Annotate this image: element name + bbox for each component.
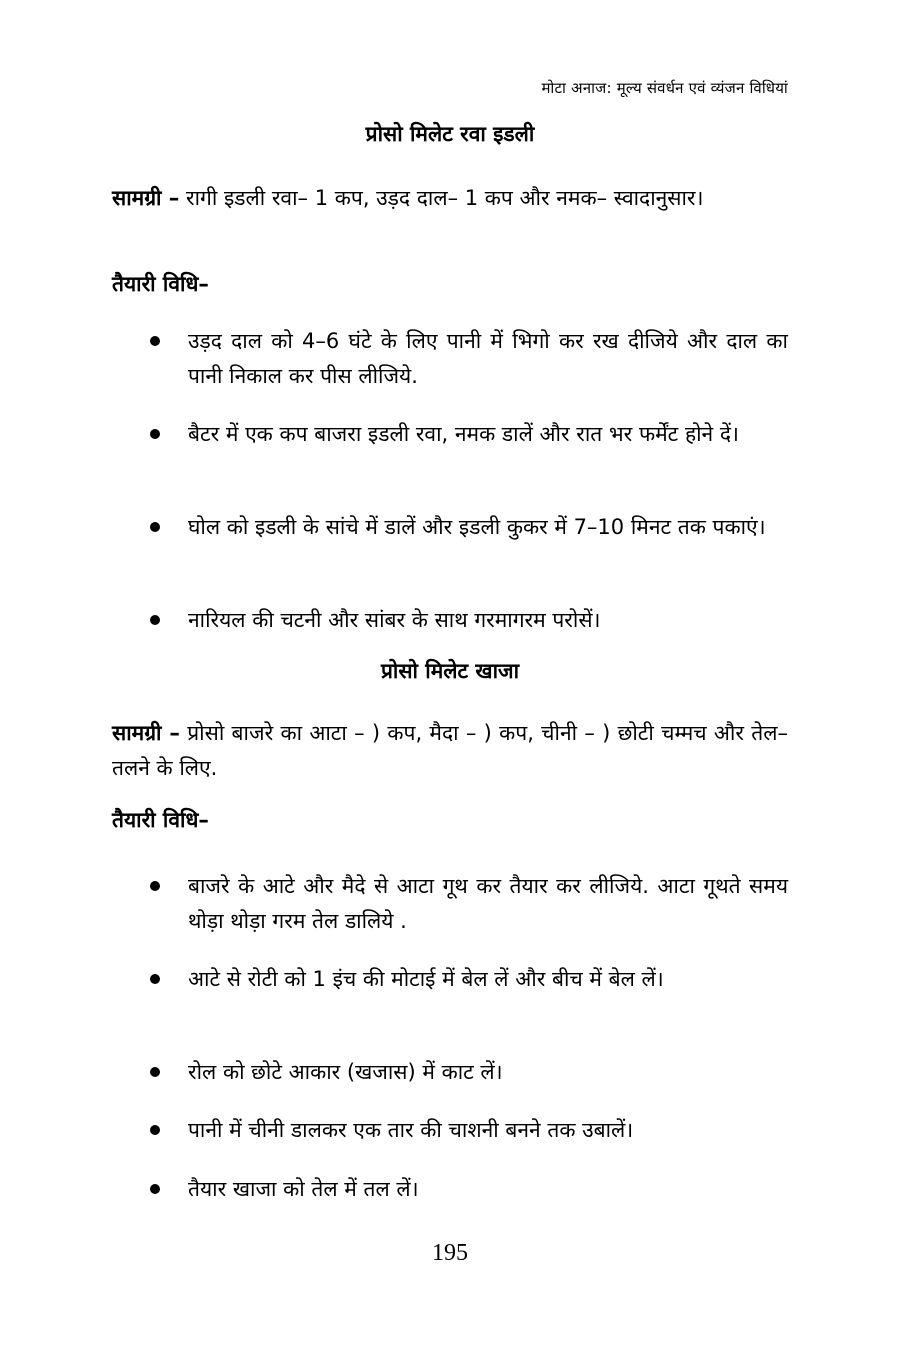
step-text: नारियल की चटनी और सांबर के साथ गरमागरम परोसें। [188, 608, 601, 632]
ingredients-paragraph [112, 181, 788, 216]
step-text: रोल को छोटे आकार (खजास) में काट लें। [188, 1060, 503, 1084]
step-text: बैटर में एक कप बाजरा इडली रवा, नमक डालें और रात भर फर्मेंट होने दें। [188, 422, 739, 446]
method-heading: तैयारी विधि– [112, 808, 209, 832]
bullet-icon [150, 1067, 160, 1077]
recipe-title: प्रोसो मिलेट रवा इडली [365, 122, 535, 146]
bullet-icon [150, 881, 160, 891]
bullet-icon [150, 429, 160, 439]
step-text: घोल को इडली के सांचे में डालें और इडली कुकर में 7–10 मिनट तक पकाएं। [188, 515, 766, 539]
ingredients-text: रागी इडली रवा– 1 कप, उड़द दाल– 1 कप और नमक– स्वादानुसार। [185, 186, 704, 210]
bullet-icon [150, 1184, 160, 1194]
bullet-icon [150, 336, 160, 346]
running-header: मोटा अनाज: मूल्य संवर्धन एवं व्यंजन विधियां [541, 79, 788, 97]
list-item [150, 510, 788, 545]
step-text: उड़द दाल को 4–6 घंटे के लिए पानी में भिगो कर रख दीजिये और दाल का पानी निकाल कर पीस लीजिये. [188, 329, 788, 388]
ingredients-text: प्रोसो बाजरे का आटा – ) कप, मैदा – ) कप, चीनी – ) छोटी चम्मच और तेल– तलने के लिए. [112, 721, 788, 780]
list-item [150, 1172, 788, 1207]
method-heading: तैयारी विधि– [112, 272, 209, 296]
ingredients-label: सामग्री – [112, 186, 180, 210]
bullet-icon [150, 615, 160, 625]
list-item [150, 1055, 788, 1090]
ingredients-paragraph [112, 716, 788, 786]
step-text: तैयार खाजा को तेल में तल लें। [188, 1177, 419, 1201]
step-text: बाजरे के आटे और मैदे से आटा गूथ कर तैयार कर लीजिये. आटा गूथते समय थोड़ा थोड़ा गरम तेल डालिये . [188, 874, 788, 933]
recipe-title: प्रोसो मिलेट खाजा [380, 659, 520, 683]
list-item [150, 324, 788, 394]
list-item [150, 1113, 788, 1148]
step-text: पानी में चीनी डालकर एक तार की चाशनी बनने तक उबालें। [188, 1118, 634, 1142]
list-item [150, 603, 788, 638]
bullet-icon [150, 522, 160, 532]
list-item [150, 417, 788, 452]
step-text: आटे से रोटी को 1 इंच की मोटाई में बेल लें और बीच में बेल लें। [188, 967, 664, 991]
list-item [150, 962, 788, 997]
bullet-icon [150, 974, 160, 984]
list-item [150, 869, 788, 939]
bullet-icon [150, 1125, 160, 1135]
page-number: 195 [432, 1240, 468, 1266]
ingredients-label: सामग्री – [112, 721, 180, 745]
